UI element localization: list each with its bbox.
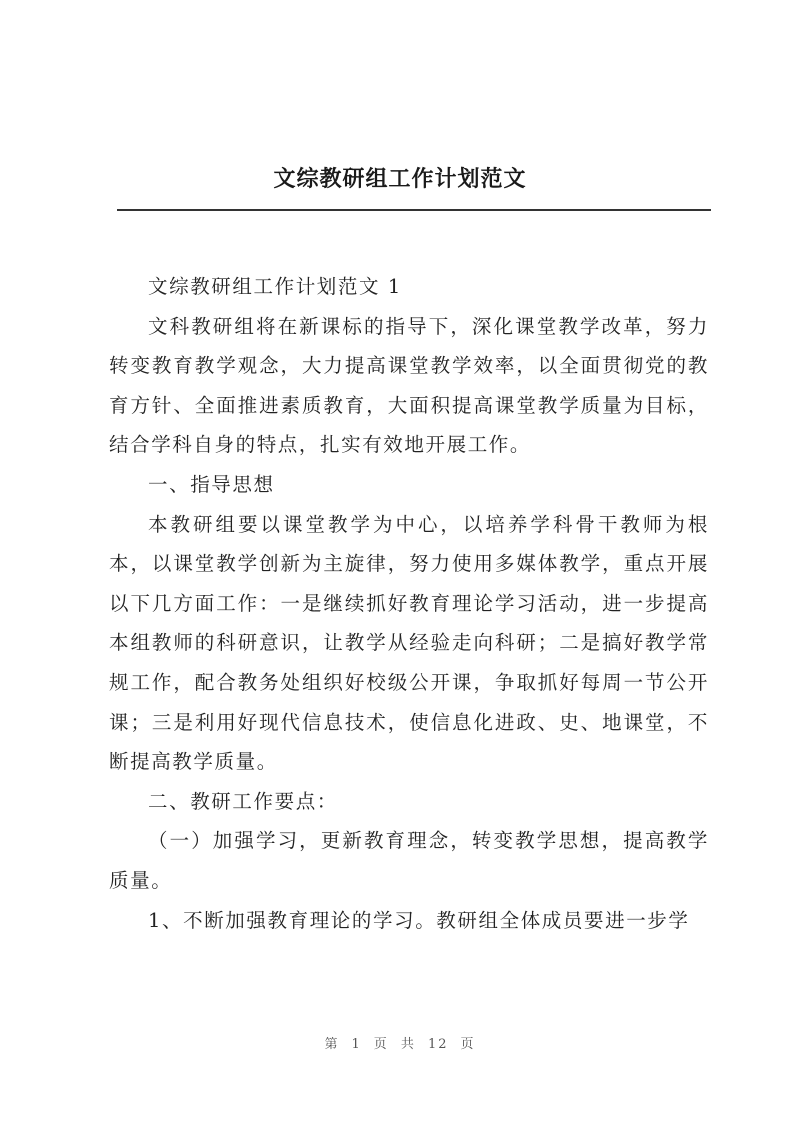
footer-label-page: 第 <box>324 1037 340 1052</box>
page-footer <box>0 1033 800 1052</box>
heading-work-points: 二、教研工作要点： <box>148 789 338 813</box>
footer-label-of: 页 共 <box>373 1037 416 1052</box>
footer-total-pages: 12 <box>427 1037 449 1052</box>
guiding-ideology-paragraph: 本教研组要以课堂教学为中心，以培养学科骨干教师为根本，以课堂教学创新为主旋律，努力使用多媒体教学，重点开展以下几方面工作：一是继续抓好教育理论学习活动，进一步提高本组教师的科研意识，让教学从经验走向科研；二是搞好教学常规工作，配合教务处组织好校级公开课，争取抓好每周一节公开课；三是利用好现代信息技术，使信息化进政、史、地课堂，不断提高教学质量。 <box>109 512 709 774</box>
footer-current-page: 1 <box>351 1037 362 1052</box>
intro-paragraph: 文科教研组将在新课标的指导下，深化课堂教学改革，努力转变教育教学观念，大力提高课堂教学效率，以全面贯彻党的教育方针、全面推进素质教育，大面积提高课堂教学质量为目标，结合学科自身的特点，扎实有效地开展工作。 <box>109 314 709 457</box>
section-heading: 文综教研组工作计划范文 1 <box>148 275 402 298</box>
item-1-paragraph: 1、不断加强教育理论的学习。教研组全体成员要进一步学 <box>148 908 690 932</box>
footer-label-end: 页 <box>460 1037 476 1052</box>
document-body <box>109 267 709 940</box>
title-underline <box>117 209 711 211</box>
subheading-strengthen-learning: （一）加强学习，更新教育理念，转变教学思想，提高教学质量。 <box>109 829 709 892</box>
heading-guiding-ideology: 一、指导思想 <box>148 472 275 496</box>
document-title: 文综教研组工作计划范文 <box>273 166 527 192</box>
